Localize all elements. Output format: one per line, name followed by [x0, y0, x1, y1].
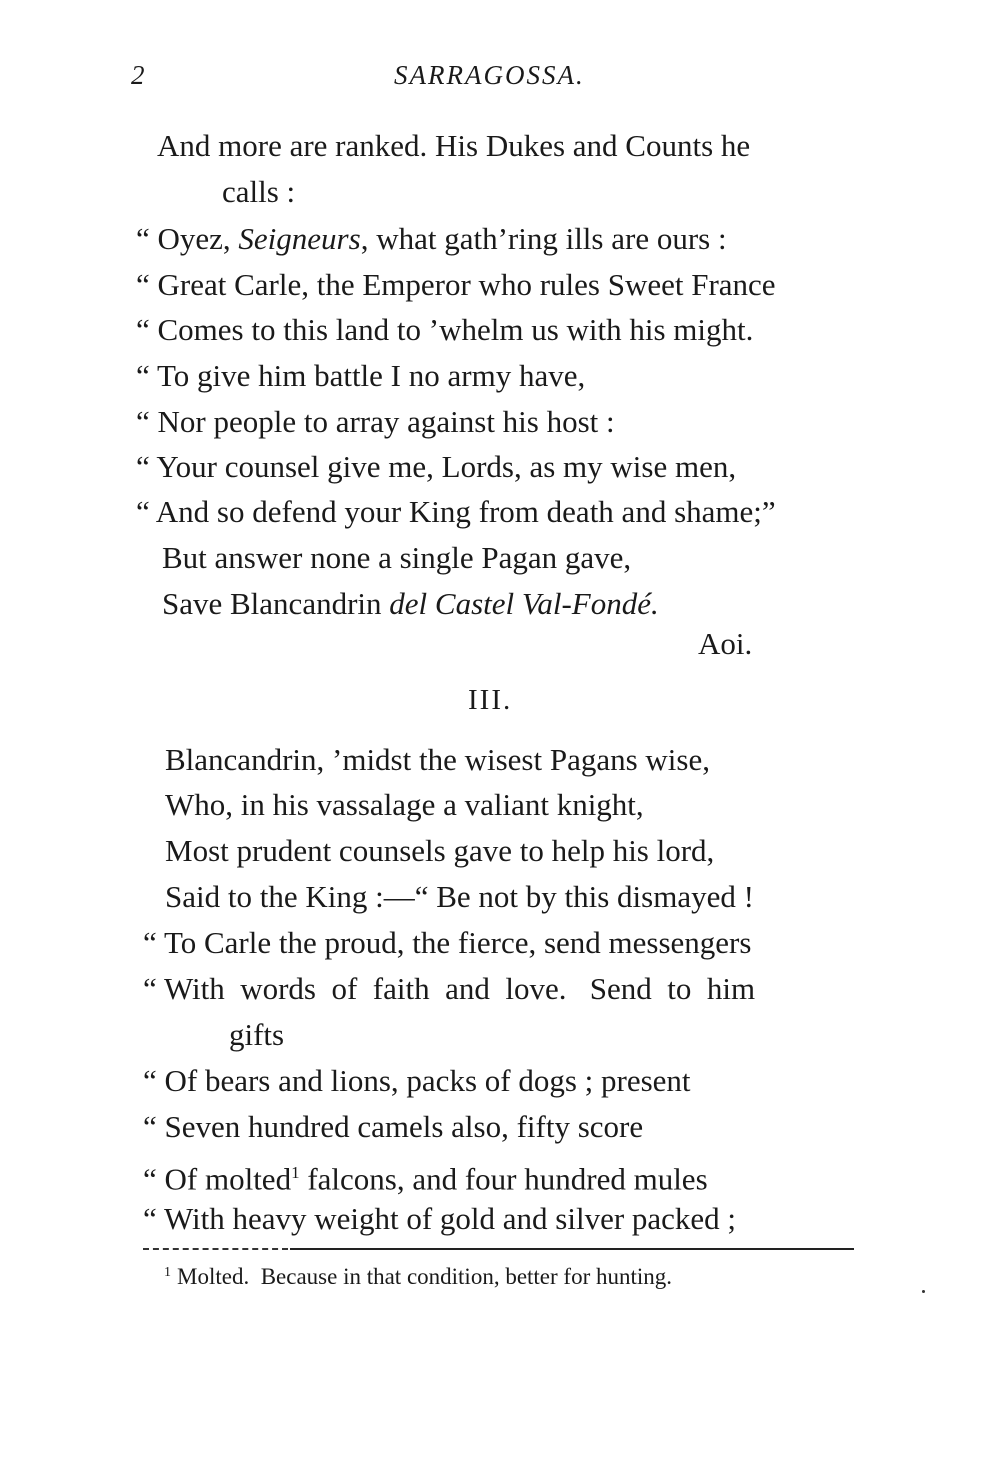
verse-line: “ To give him battle I no army have,: [136, 358, 586, 393]
verse-line: calls :: [222, 174, 296, 209]
verse-line: [162, 586, 659, 622]
verse-line: “ Your counsel give me, Lords, as my wise men,: [136, 449, 737, 484]
footnote: [164, 1264, 672, 1290]
footnote-reference: 1: [291, 1163, 300, 1182]
verse-line: [143, 1155, 708, 1197]
italic-term: del Castel Val-Fondé.: [389, 586, 659, 621]
verse-text: Save Blancandrin: [162, 586, 390, 621]
verse-text: falcons, and four hundred mules: [299, 1161, 708, 1197]
footnote-divider-solid: [290, 1248, 854, 1250]
verse-line: Blancandrin, ’midst the wisest Pagans wise,: [165, 742, 710, 777]
verse-line: And more are ranked. His Dukes and Counts he: [157, 128, 751, 163]
footnote-mark: 1: [164, 1265, 171, 1280]
verse-line: “ And so defend your King from death and shame;”: [136, 494, 776, 529]
verse-line: “ With words of faith and love. Send to him: [143, 971, 756, 1006]
footnote-text: Molted. Because in that condition, better for hunting.: [177, 1264, 673, 1289]
verse-line: “ Of bears and lions, packs of dogs ; present: [143, 1063, 691, 1098]
verse-line: “ Great Carle, the Emperor who rules Sweet France: [136, 267, 776, 302]
italic-term: Seigneurs: [238, 221, 361, 256]
running-head: SARRAGOSSA.: [394, 60, 585, 90]
verse-line: “ Nor people to array against his host :: [136, 404, 615, 439]
verse-line: “ With heavy weight of gold and silver packed ;: [143, 1201, 737, 1236]
verse-text: “ Of molted: [143, 1161, 292, 1197]
page-number: 2: [131, 60, 145, 90]
verse-line: But answer none a single Pagan gave,: [162, 540, 632, 575]
verse-line: [136, 221, 727, 257]
verse-text: “ Oyez,: [136, 221, 239, 256]
section-heading: III.: [468, 684, 513, 716]
verse-line: Who, in his vassalage a valiant knight,: [165, 787, 644, 822]
verse-line: Most prudent counsels gave to help his lord,: [165, 833, 715, 868]
verse-line: “ Comes to this land to ’whelm us with his might.: [136, 312, 754, 347]
verse-line: gifts: [229, 1017, 285, 1052]
verse-line: “ Seven hundred camels also, fifty score: [143, 1109, 644, 1144]
verse-line: Said to the King :—“ Be not by this dismayed !: [165, 879, 754, 914]
verse-text: , what gath’ring ills are ours :: [360, 221, 727, 256]
refrain-aoi: Aoi.: [698, 626, 753, 661]
print-speck: [922, 1290, 925, 1293]
verse-line: “ To Carle the proud, the fierce, send messengers: [143, 925, 752, 960]
